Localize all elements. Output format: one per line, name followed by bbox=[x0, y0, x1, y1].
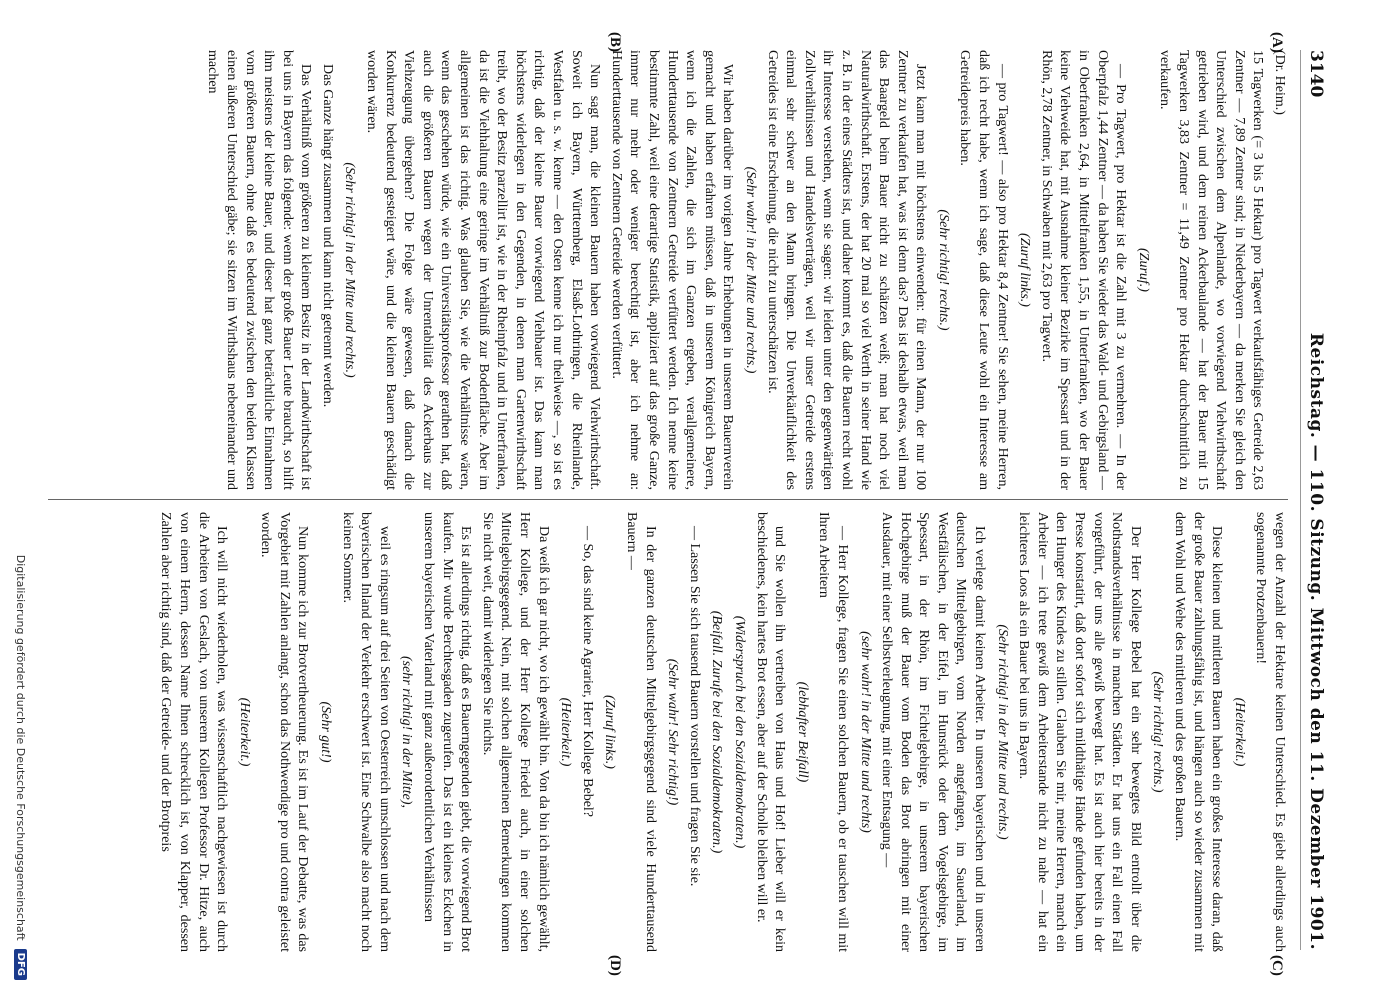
paragraph: Ich verlege damit keinen Arbeiter. In unseren bayerischen und in unseren deutschen Mittelgebirgen, vom Norden angefangen, im Sauerland, im Westfälischen, in der Eifel, im Hunsrück oder dem Vogelsgebirge, im Spessart, in der Rhön, im Fichtelgebirge, in unserem bayerischen Hochgebirge muß der Bauer vom Boden das Brot abringen mit einer Ausdauer, mit einer Selbstverleugnung, mit einer Entsagung — bbox=[879, 512, 988, 952]
interjection: (Beifall. Zurufe bei den Sozialdemokraten.) bbox=[709, 610, 725, 854]
page-title: Reichstag. — 110. Sitzung. Mittwoch den 11. Dezember 1901. bbox=[1306, 332, 1326, 950]
paragraph: Ich will nicht wiederholen, was wissenschaftlich nachgewiesen ist durch die Arbeiten von Geslach, von unserem Kollegen Professor Dr. Hitze, auch von einem Herrn, dessen Name Ihnen schrecklich ist, von Klapper, dessen Zahlen aber richtig sind, daß der Getreide- und der Brotpreis bbox=[158, 512, 230, 952]
paragraph: Diese kleinen und mittleren Bauern haben ein großes Interesse daran, daß der große Bauer zahlungsfähig ist, und hängen auch so wieder zusammen mit dem Wohl und Wehe des mittleren und des großen Bauern. bbox=[1172, 512, 1225, 952]
paragraph: In der ganzen deutschen Mittelgebirgsgegend sind viele Hunderttausend Bauern — bbox=[624, 512, 658, 952]
page-number: 3140 bbox=[1306, 50, 1326, 98]
paragraph: Das Verhältniß vom größeren zu kleinem Besitz in der Landwirthschaft ist bei uns in Bayern das folgende: wenn der große Bauer Leute braucht, so hilft ihm meistens der kleine Bauer, und dieser hat ganz beträchtliche Einnahmen vom größeren Bauern, ohne daß es bedeutend zwischen den beiden Klassen einen äußeren Unterschied gäbe; sie sitzen im Wirthshaus nebeneinander und machen bbox=[205, 50, 314, 490]
interjection: (Sehr gut!) bbox=[318, 701, 334, 763]
interjection: (Heiterkeit.) bbox=[558, 697, 574, 767]
left-column bbox=[48, 50, 1288, 490]
paragraph: Der Herr Kollege Bebel hat ein sehr bewegtes Bild entrollt über die Nothstandsverhältnisse in manchen Städten. Er hat uns ein Fall einen Fall vorgeführt, der uns alle gewiß bewegt hat. Es ist auch hier bereits in der Presse konstatirt, daß dort sofort sich mildthätige Hände gefunden haben, um den Hunger des Kindes zu stillen. Glauben Sie mir, meine Herren, manch ein Arbeiter — ich trete gewiß dem Arbeiterstande nicht zu nahe — hat ein leichteres Loos als ein Bauer bei uns in Bayern. bbox=[1016, 512, 1143, 952]
paragraph: Das Ganze hängt zusammen und kann nicht getrennt werden. bbox=[319, 64, 335, 408]
interjection: (Sehr richtig! in der Mitte und rechts.) bbox=[342, 162, 358, 378]
paragraph: wegen der Anzahl der Hektare keinen Unterschied. Es giebt allerdings auch sogenannte Protzenbauern! bbox=[1253, 512, 1287, 952]
interjection: (Heiterkeit.) bbox=[1231, 697, 1247, 767]
interjection: (Sehr wahr! Sehr richtig!) bbox=[665, 658, 681, 806]
dfg-logo: DFG bbox=[15, 949, 28, 980]
footer-text: Digitalisierung gefördert durch die Deutsche Forschungsgemeinschaft bbox=[14, 554, 28, 941]
margin-letter-b: (B) bbox=[607, 32, 623, 52]
column-divider bbox=[48, 499, 1288, 500]
paragraph: — pro Tagwert! — also pro Hektar 8,4 Zentner! Sie sehen, meine Herren, daß ich recht habe, wenn ich sage, daß diese Leute wohl ein Interesse am Getreidepreis haben. bbox=[957, 50, 1010, 490]
paragraph: Nun komme ich zur Brotvertheuerung. Es ist im Lauf der Debatte, was das Vorgebiet mit Zahlen anlangt, schon das Nothwendige pro und contra geleistet worden. bbox=[258, 512, 311, 952]
interjection: (Sehr richtig! rechts.) bbox=[1150, 671, 1166, 793]
paragraph: und Sie wollen ihn vertreiben von Haus und Hof! Lieber will er kein beschiedenes, kein hartes Brot essen, aber auf der Scholle bleiben will er. bbox=[753, 512, 788, 952]
interjection: (Zuruf.) bbox=[1135, 248, 1151, 292]
page-header bbox=[1300, 50, 1331, 950]
interjection: (Widerspruch bei den Sozialdemokraten.) bbox=[731, 615, 747, 849]
paragraph: 15 Tagwerken (= 3 bis 5 Hektar) pro Tagwert verkaufsfähiges Getreide 2,63 Zentner — 7,89 Zentner sind; in Niederbayern — da merken Sie gleich den Unterschied zwischen dem Alpenlande, wo vorwiegend Viehwirthschaft getrieben wird, und dem reinen Ackerbaulande — hat der Bauer mit 15 Tagwerken 3,83 Zentner = 11,49 Zentner pro Hektar durchschnittlich zu verkaufen. bbox=[1157, 50, 1266, 490]
interjection: (sehr wahr! in der Mitte und rechts) bbox=[857, 631, 873, 833]
paragraph: — Herr Kollege, fragen Sie einen solchen Bauern, ob er tauschen will mit Ihren Arbeitern bbox=[816, 512, 850, 952]
paragraph: Nun sagt man, die kleinen Bauern haben vorwiegend Viehwirthschaft. Soweit ich Bayern, Württemberg, Elsaß-Lothringen, die Rheinlande, Westfalen u. s. w. kenne — den Osten kenne ich nur theilweise —, so ist es richtig, daß der kleine Bauer vorwiegend Viehbauer ist. Das kann man höchstens widerlegen in den Gegenden, in denen man Gartenwirthschaft treibt, wo der Besitz parzellirt ist, wie in der Rheinpfalz und in Unterfranken, da ist die Viehhaltung eine geringe im Verhältniß zur Bodenfläche. Aber im allgemeinen ist das richtig. Was glauben Sie, wie die Verhältnisse wären, wenn das geschehen würde, wie ein Universitätsprofessor gerathen hat, daß auch die größeren Bauern wegen der Unrentabilität des Ackerbaus zur Viehzeugung übergehen? Die Folge wäre gewesen, daß danach die Konkurrenz bedeutend gesteigert wäre, und die kleinen Bauern geschädigt worden wären. bbox=[364, 50, 603, 490]
digitization-footer bbox=[11, 360, 31, 980]
interjection: (Zuruf links.) bbox=[1017, 233, 1033, 307]
paragraph: Da weiß ich gar nicht, wo ich gewählt bin. Von da bin ich nämlich gewählt, Herr Kollege, und der Herr Kollege Friedel auch, in einer solchen Mittelgebirgsgegend. Nein, mit solchen allgemeinen Bemerkungen kommen Sie nicht weit, damit widerlegen Sie nichts. bbox=[479, 512, 551, 952]
right-column bbox=[48, 512, 1288, 952]
interjection: (Sehr wahr! in der Mitte und rechts.) bbox=[742, 166, 758, 374]
paragraph: (Dr. Heim.) bbox=[1272, 50, 1287, 115]
paragraph: — Lassen Sie sich tausend Bauern vorstellen und fragen Sie sie. bbox=[686, 526, 702, 887]
interjection: (Sehr richtig! in der Mitte und rechts.) bbox=[994, 624, 1010, 840]
margin-letter-a: (A) bbox=[1269, 32, 1285, 53]
paragraph: — So, das sind keine Agrarier, Herr Kollege Bebel? bbox=[579, 526, 595, 818]
paragraph: Wir haben darüber im vorigen Jahre Erhebungen in unserem Bauernverein gemacht und haben erfahren müssen, daß in unserem Königreich Bayern, wenn ich die Zahlen, die sich im Ganzen ergeben, verallgemeinere, Hunderttausende von Zentnern Getreide verfüttert werden. Ich nenne keine bestimmte Zahl, weil eine derartige Statistik, appliziert auf das große Ganze, immer nur mehr oder weniger berechtigt ist, aber ich nehme an: Hunderttausende von Zentnern Getreide werden verfüttert. bbox=[608, 50, 736, 490]
interjection: (sehr richtig! in der Mitte), bbox=[399, 655, 415, 809]
interjection: (lebhafter Beifall) bbox=[794, 681, 810, 783]
margin-letter-c: (C) bbox=[1269, 955, 1285, 976]
paragraph: — Pro Tagwert, pro Hektar ist die Zahl mit 3 zu vermehren. — In der Oberpfalz 1,44 Zentner — da haben Sie wieder das Wald- und Gebirgsland — in Oberfranken 2,64, in Mittelfranken 1,55, in Unterfranken, wo der Bauer keine Viehweide hat, mit Ausnahme kleiner Bezirke im Spessart und in der Rhön, 2,78 Zentner, in Schwaben mit 2,63 pro Tagwert. bbox=[1038, 50, 1129, 490]
interjection: (Zuruf links.) bbox=[602, 695, 618, 769]
paragraph: Es ist allerdings richtig, daß es Bauerngegenden giebt, die vorwiegend Brot kaufen. Mir wurde Berchtesgaden zugerufen. Das ist ein kleines Eckchen in unserem bayerischen Vaterland mit ganz außerordentlichen Verhältnissen bbox=[421, 512, 474, 952]
interjection: (Sehr richtig! rechts.) bbox=[935, 209, 951, 331]
paragraph: Jetzt kann man mit höchstens einwenden: für einen Mann, der nur 100 Zentner zu verkaufen hat, was ist denn das? Das ist deshalb etwas, weil man das Baargeld beim Bauer nicht zu schätzen weiß; man hat noch viel Naturalwirthschaft. Erstens, der hat 20 mal so viel Werth in seiner Hand wie z. B. in der eines Städters ist, und daher kommt es, daß die Bauern recht wohl ihr Interesse verstehen, wenn sie sagen: wir leiden unter den gegenwärtigen Zollverhältnissen und Handelsverträgen, weil wir unser Getreide erstens einmal sehr schwer an den Mann bringen. Die Unverkäuflichkeit des Getreides ist eine Erscheinung, die nicht zu unterschätzen ist. bbox=[764, 50, 929, 490]
interjection: (Heiterkeit.) bbox=[236, 697, 252, 767]
margin-letter-d: (D) bbox=[607, 955, 623, 976]
paragraph: weil es ringsum auf drei Seiten von Oesterreich umschlossen und nach dem bayerischen Inland der Verkehr erschwert ist. Eine Schwalbe also macht noch keinen Sommer. bbox=[339, 512, 392, 952]
